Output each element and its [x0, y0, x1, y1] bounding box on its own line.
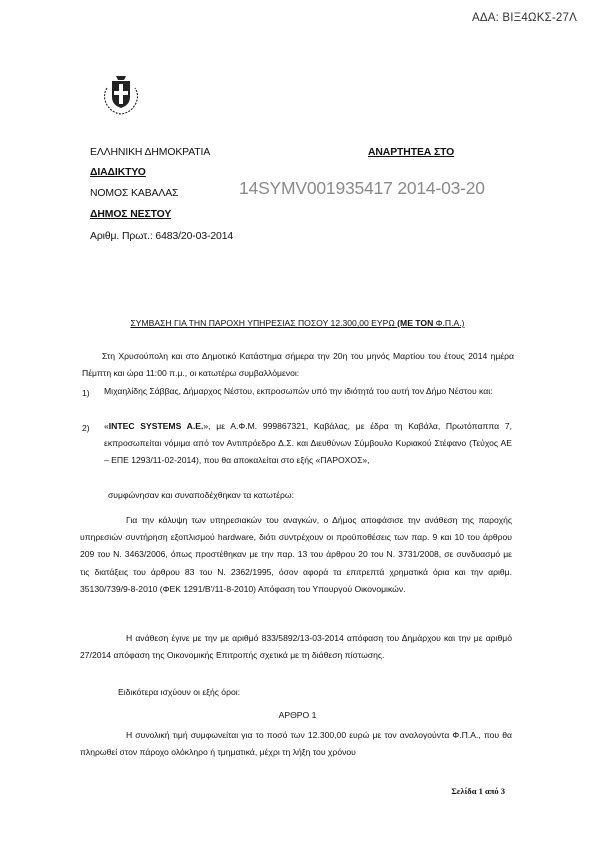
article-1-paragraph: Η συνολική τιμή συμφωνείται για το ποσό των 12.300,00 ευρώ με τον αναλογούντα Φ.Π.Α., που θα πληρωθεί στον πάροχο ολόκληρο ή τμηματικά, μέχρι τη λήξη του χρόνου	[80, 730, 512, 758]
header-prefecture: ΝΟΜΟΣ ΚΑΒΑΛΑΣ	[90, 188, 179, 199]
intro-paragraph: Στη Χρυσούπολη και στο Δημοτικό Κατάστημα σήμερα την 20η του μηνός Μαρτίου του έτους 2014 ημέρα Πέμπτη και ώρα 11:00 π.μ., οι κατωτέρω συμβαλλόμενοι:	[82, 351, 514, 379]
coverage-paragraph: Για την κάλυψη των υπηρεσιακών του αναγκών, ο Δήμος αποφάσισε την ανάθεση της παροχής υπηρεσιών συντήρηση εξοπλισμού hardware, διότι συντρέχουν οι προϋποθέσεις των παρ. 9 και 10 του άρθρου 209 του Ν. 3463/2006, όπως προστέθηκαν με την παρ. 13 του άρθρου 20 του Ν. 3731/2008, σε συνδυασμό με τις διατάξεις του άρθρου 83 του Ν. 2362/1995, όσον αφορά τα επιτρεπτά χρηματικά όρια και την αριθμ. 35130/739/9-8-2010 (ΦΕΚ 1291/Β'/11-8-2010) Απόφαση του Υπουργού Οικονομικών.	[80, 515, 512, 594]
header-country: ΕΛΛΗΝΙΚΗ ΔΗΜΟΚΡΑΤΙΑ	[90, 147, 211, 158]
title-main: ΣΥΜΒΑΣΗ ΓΙΑ ΤΗΝ ΠΑΡΟΧΗ ΥΠΗΡΕΣΙΑΣ ΠΟΣΟΥ 12.300,00 ΕΥΡΩ	[130, 318, 398, 328]
terms-line: Ειδικότερα ισχύουν οι εξής όροι:	[118, 687, 241, 697]
adam-code: 14SYMV001935417 2014-03-20	[239, 178, 485, 198]
party-2-details: », με Α.Φ.Μ. 999867321, Καβάλας, με έδρα τη Καβάλα, Πρωτόπαππα 7, εκπροσωπείται νόμιμα από τον Αντιπρόεδρο Δ.Σ. και Διευθύνων Σύμβουλο Κυριακού Στέφανο (Τεύχος ΑΕ – ΕΠΕ 1293/11-02-2014), που θα αποκαλείται στο εξής «ΠΑΡΟΧΟΣ»,	[104, 421, 512, 466]
page-number: Σελίδα 1 από 3	[451, 786, 505, 796]
party-1-number: 1)	[82, 388, 90, 398]
party-2-text	[104, 418, 512, 470]
party-1-text: Μιχαηλίδης Σάββας, Δήμαρχος Νέστου, εκπροσωπών υπό την ιδιότητά του αυτή τον Δήμο Νέστου και:	[104, 386, 493, 396]
title-emphasis: (ΜΕ ΤΟΝ	[397, 318, 434, 328]
header-protocol-number: Αριθμ. Πρωτ.: 6483/20-03-2014	[90, 231, 234, 242]
header-publish-label: ΑΝΑΡΤΗΤΕΑ ΣΤΟ	[368, 147, 455, 158]
party-2-number: 2)	[82, 423, 90, 433]
party-2-company-name: INTEC SYSTEMS A.E.	[108, 421, 204, 431]
article-1-heading: ΑΡΘΡΟ 1	[278, 710, 317, 720]
party-2-quote-open: «	[104, 421, 109, 431]
document-title	[0, 318, 595, 328]
header-internet-label: ΔΙΑΔΙΚΤΥΟ	[90, 167, 146, 178]
title-tail: Φ.Π.Α.)	[433, 318, 465, 328]
header-municipality: ΔΗΜΟΣ ΝΕΣΤΟΥ	[90, 209, 172, 220]
agreed-line: συμφώνησαν και συναποδέχθηκαν τα κατωτέρω:	[108, 490, 294, 500]
ada-code: ΑΔΑ: ΒΙΞ4ΩΚΣ-27Λ	[471, 12, 577, 24]
decision-paragraph: Η ανάθεση έγινε με την με αριθμό 833/5892/13-03-2014 απόφαση του Δημάρχου και την με αριθμό 27/2014 απόφαση της Οικονομικής Επιτροπής σχετικά με τη διάθεση πίστωσης.	[80, 633, 512, 661]
coat-of-arms-icon	[98, 72, 144, 118]
